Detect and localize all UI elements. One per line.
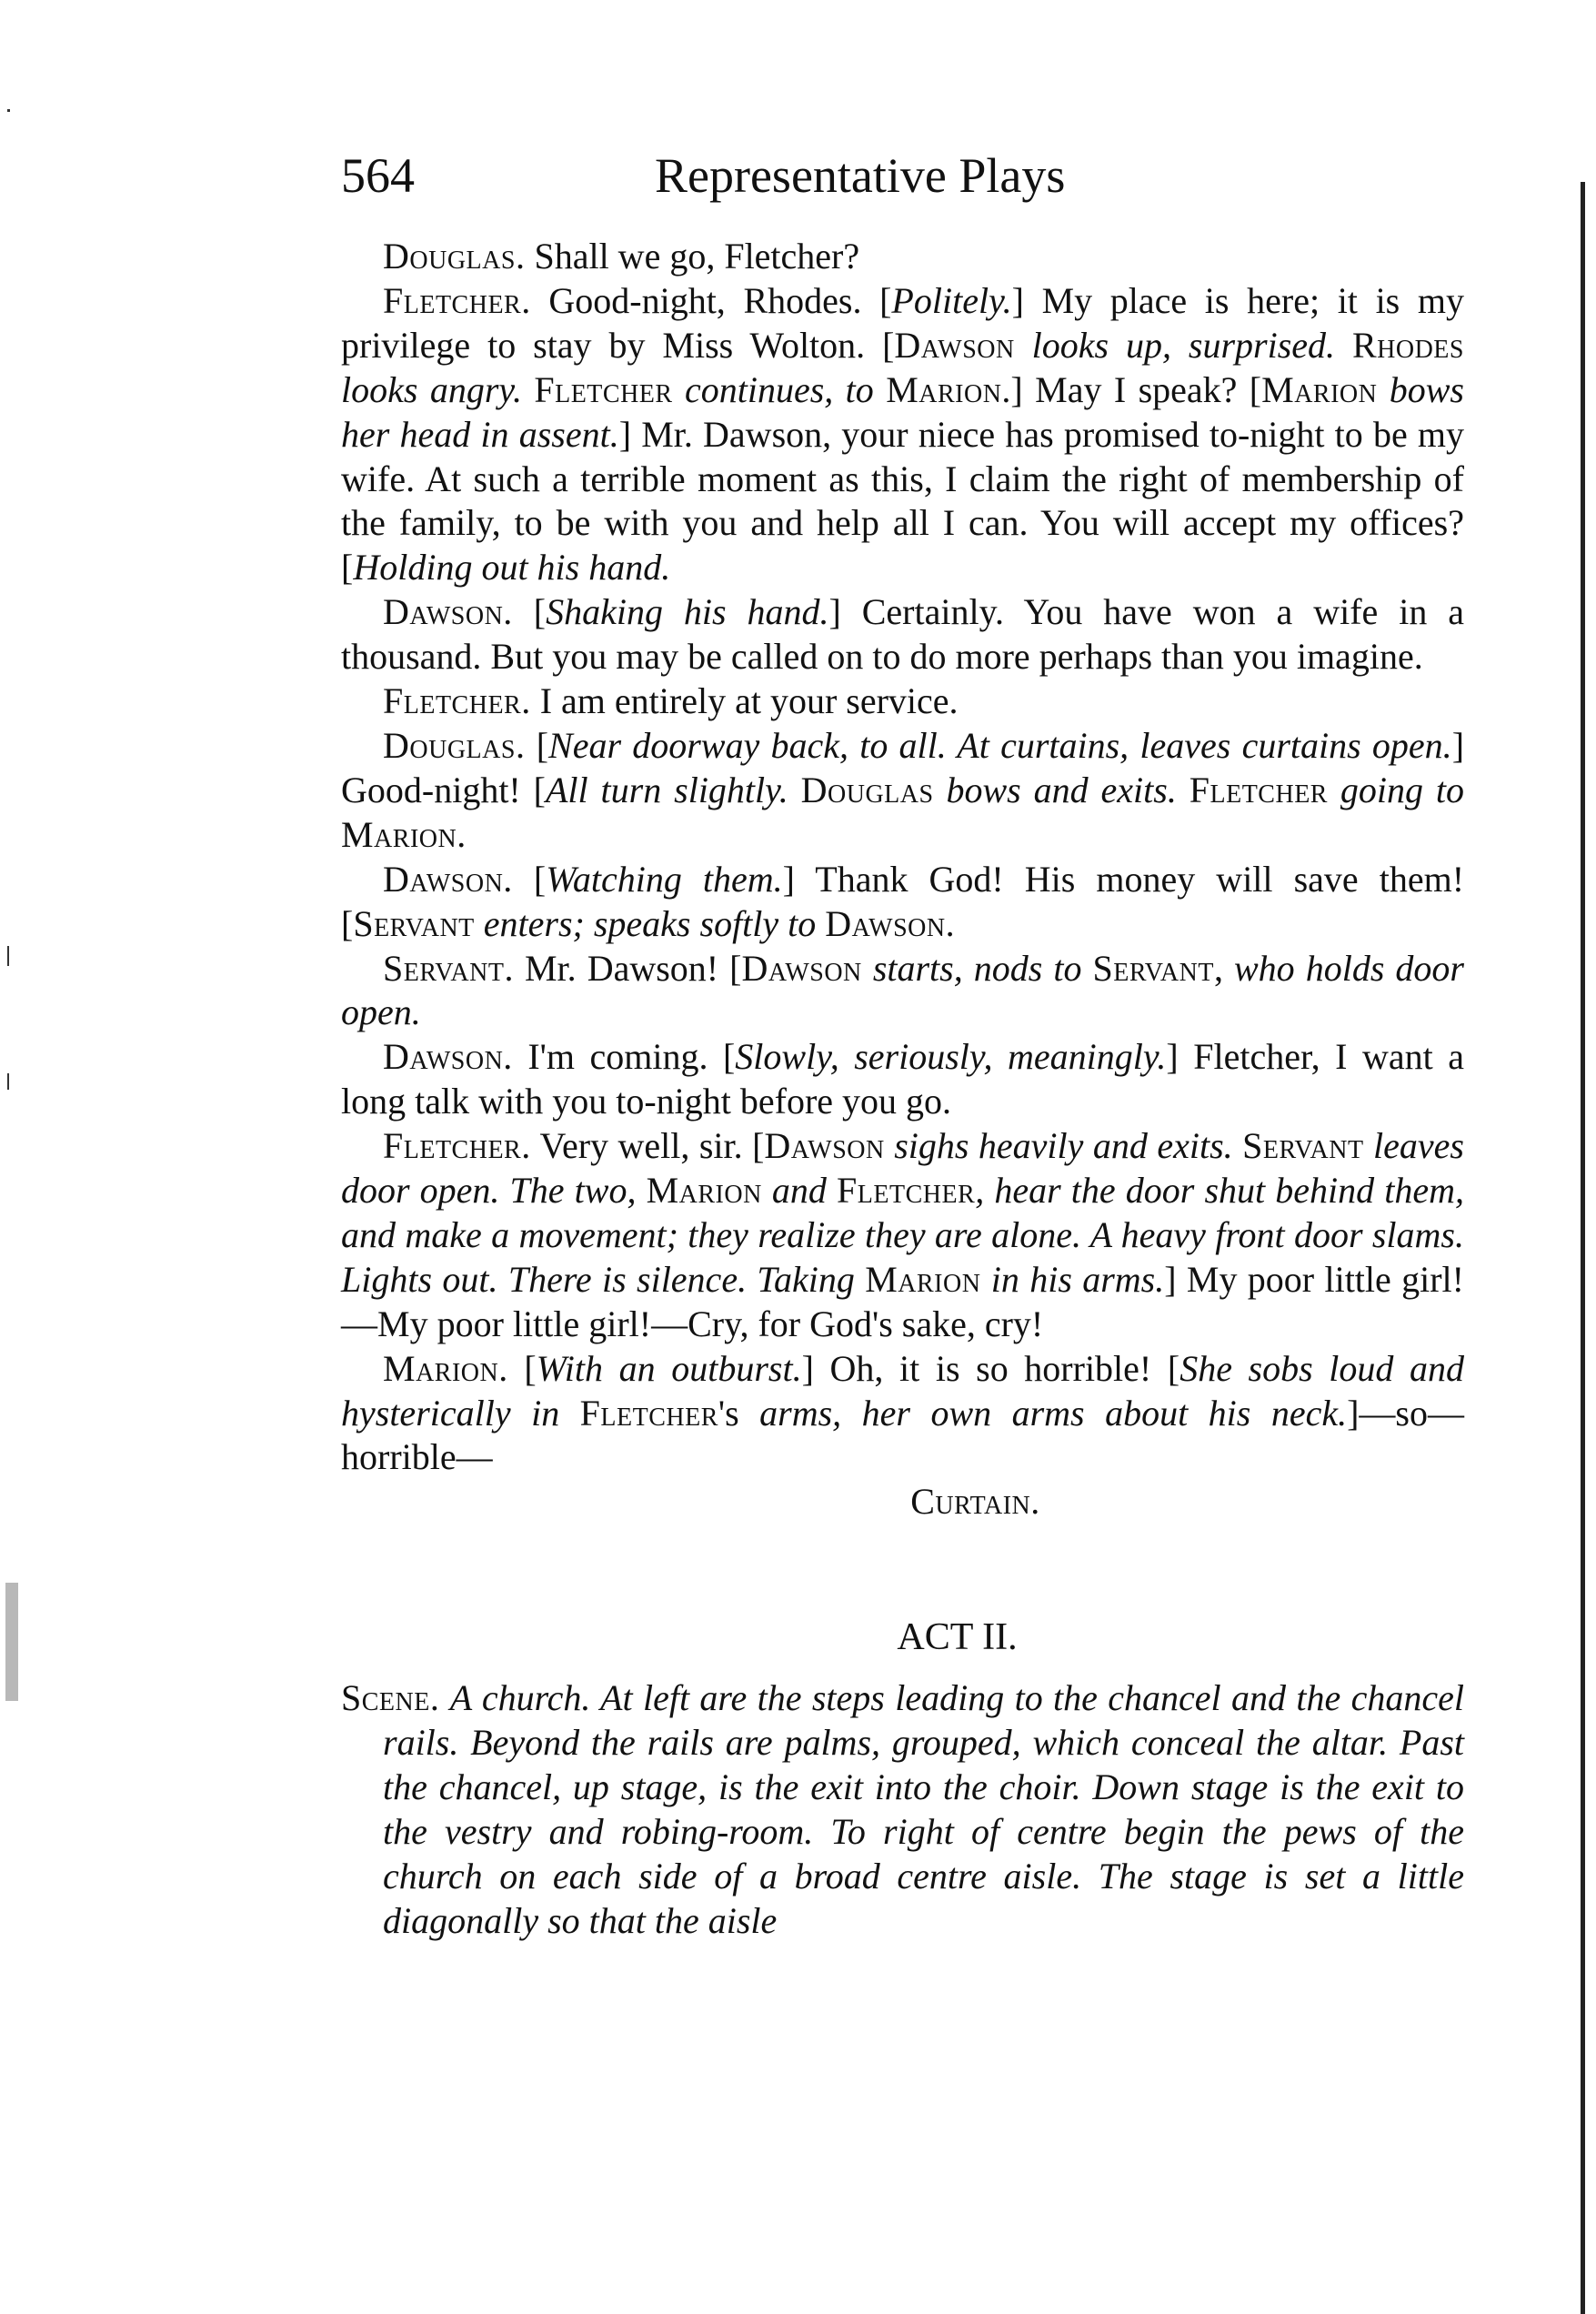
dialogue-text: Mr. Dawson! [	[524, 947, 742, 989]
speech	[341, 235, 1464, 279]
stage-direction: arms, her own arms about his neck.	[759, 1392, 1348, 1434]
stage-direction: Watching them.	[546, 858, 783, 900]
character-name: Dawson	[764, 1125, 885, 1167]
character-name: Marion	[865, 1258, 981, 1300]
speech	[341, 279, 1464, 590]
stage-direction: enters; speaks softly to	[474, 902, 826, 944]
dialogue-text: ] Mr. Dawson, your niece has promised to-night to be my wife. At such a terrible moment as this, I claim the right of membership of the family, to be with you and help all I can. You will accept my offices? [	[341, 413, 1465, 589]
speech	[341, 590, 1464, 679]
speaker-name: Servant.	[383, 947, 514, 989]
character-name: Dawson	[894, 324, 1015, 366]
character-name: Douglas	[800, 769, 934, 810]
dialogue-text: ]—so—horrible—	[341, 1392, 1464, 1478]
character-name: Dawson	[741, 947, 862, 989]
speaker-name: Fletcher.	[383, 279, 531, 321]
speaker-name: Dawson.	[383, 1036, 513, 1078]
stage-direction: She sobs loud and hysterically in	[341, 1347, 1465, 1434]
character-name: Dawson	[825, 902, 946, 944]
page-number: 564	[341, 148, 415, 203]
running-title: Representative Plays	[655, 148, 1066, 203]
stage-direction: going to	[1327, 769, 1465, 810]
scene-text: A church. At left are the steps leading to the chancel and the chancel rails. Beyond the rails are palms, grouped, which conceal the altar. Past the chancel, up stage, is the exit into the choir. Down stage is the exit to the vestry and robing-room. To right of centre begin the pews of the church on each side of a broad centre aisle. The stage is set a little diagonally so that the aisle	[383, 1677, 1465, 1941]
stage-direction: All turn slightly.	[545, 769, 801, 810]
speech	[341, 947, 1464, 1036]
dialogue-text: .	[945, 902, 955, 944]
scan-artifact	[5, 1583, 18, 1701]
stage-direction: Near doorway back, to all. At curtains, leaves curtains open.	[548, 724, 1452, 766]
running-header	[341, 144, 1464, 207]
speech	[341, 1035, 1464, 1124]
speech	[341, 724, 1464, 858]
stage-direction: bows and exits.	[933, 769, 1189, 810]
dialogue-text: .	[457, 813, 467, 855]
dialogue-text: [	[524, 1347, 537, 1389]
stage-direction: Shaking his hand.	[546, 591, 829, 633]
character-name: Fletcher	[534, 368, 673, 410]
curtain-direction: Curtain.	[910, 1481, 1040, 1523]
stage-direction: continues, to	[672, 368, 887, 410]
dialogue-text: ] My poor little girl!—My poor little girl!—Cry, for God's sake, cry!	[341, 1258, 1464, 1344]
character-name: Servant	[1092, 947, 1214, 989]
play-text	[341, 235, 1464, 1944]
dialogue-text: Very well, sir. [	[539, 1125, 765, 1167]
speaker-name: Fletcher.	[383, 1125, 531, 1167]
page-edge	[1581, 182, 1585, 2314]
speaker-name: Douglas.	[383, 236, 526, 277]
dialogue	[341, 235, 1464, 1480]
stage-direction: bows her head in assent.	[341, 368, 1465, 455]
dialogue-text: Shall we go, Fletcher?	[534, 236, 860, 277]
speech	[341, 1347, 1464, 1481]
scan-artifact	[7, 946, 9, 966]
stage-direction: leaves door open. The two,	[341, 1125, 1464, 1212]
stage-direction: , hear the door shut behind them, and make a movement; they realize they are alone. A heavy front door slams. Lights out. There is silence. Taking	[341, 1170, 1464, 1300]
stage-direction: sighs heavily and exits.	[884, 1125, 1243, 1167]
character-name: Marion	[646, 1170, 762, 1212]
dialogue-text: [	[533, 591, 547, 633]
character-name: Marion	[1261, 368, 1378, 410]
stage-direction: Holding out his hand.	[353, 547, 671, 589]
character-name: Servant	[1242, 1125, 1364, 1167]
dialogue-text: ] Fletcher, I want a long talk with you to-night before you go.	[341, 1036, 1465, 1122]
scene-label: Scene.	[341, 1677, 440, 1719]
dialogue-text: [	[536, 724, 549, 766]
character-name: Marion	[886, 368, 1002, 410]
stage-direction: looks up, surprised.	[1014, 324, 1352, 366]
stage-direction: looks angry.	[341, 368, 535, 410]
dialogue-text: I'm coming. [	[527, 1036, 736, 1078]
scene-description	[341, 1676, 1464, 1943]
speech	[341, 679, 1464, 724]
dialogue-text: I am entirely at your service.	[539, 680, 959, 722]
character-name: Servant	[353, 902, 475, 944]
dialogue-text: .] May I speak? [	[1001, 368, 1262, 410]
character-name: Fletcher	[579, 1392, 718, 1434]
character-name: Rhodes	[1351, 324, 1464, 366]
stage-direction: Politely.	[891, 279, 1012, 321]
stage-direction: starts, nods to	[861, 947, 1093, 989]
character-name: Fletcher	[837, 1170, 976, 1212]
dialogue-text: Good-night, Rhodes. [	[548, 279, 892, 321]
speech	[341, 858, 1464, 947]
dialogue-text: ] Oh, it is so horrible! [	[801, 1347, 1180, 1389]
stage-direction: in his arms.	[980, 1258, 1165, 1300]
scan-artifact	[7, 1073, 9, 1090]
dialogue-text: [	[533, 858, 547, 900]
dialogue-text: ] My place is here; it is my privilege to stay by Miss Wolton. [	[341, 279, 1464, 366]
character-name: Fletcher	[1189, 769, 1328, 810]
scan-artifact	[7, 109, 10, 112]
stage-direction: and	[761, 1170, 838, 1212]
speaker-name: Dawson.	[383, 858, 513, 900]
dialogue-text: ] Good-night! [	[341, 724, 1465, 810]
speaker-name: Dawson.	[383, 591, 513, 633]
stage-direction: With an outburst.	[536, 1347, 802, 1389]
speaker-name: Marion.	[383, 1347, 508, 1389]
speech	[341, 1124, 1464, 1347]
stage-direction: who holds door open.	[341, 947, 1464, 1033]
act-heading: ACT II.	[897, 1616, 1018, 1659]
dialogue-text: 's	[718, 1392, 760, 1434]
stage-direction: Slowly, seriously, meaningly.	[735, 1036, 1167, 1078]
dialogue-text: ,	[1213, 947, 1234, 989]
speaker-name: Fletcher.	[383, 680, 531, 722]
character-name: Marion	[341, 813, 457, 855]
speaker-name: Douglas.	[383, 724, 526, 766]
dialogue-text: ] Certainly. You have won a wife in a thousand. But you may be called on to do more perhaps than you imagine.	[341, 591, 1465, 678]
dialogue-text: ] Thank God! His money will save them! [	[341, 858, 1465, 944]
